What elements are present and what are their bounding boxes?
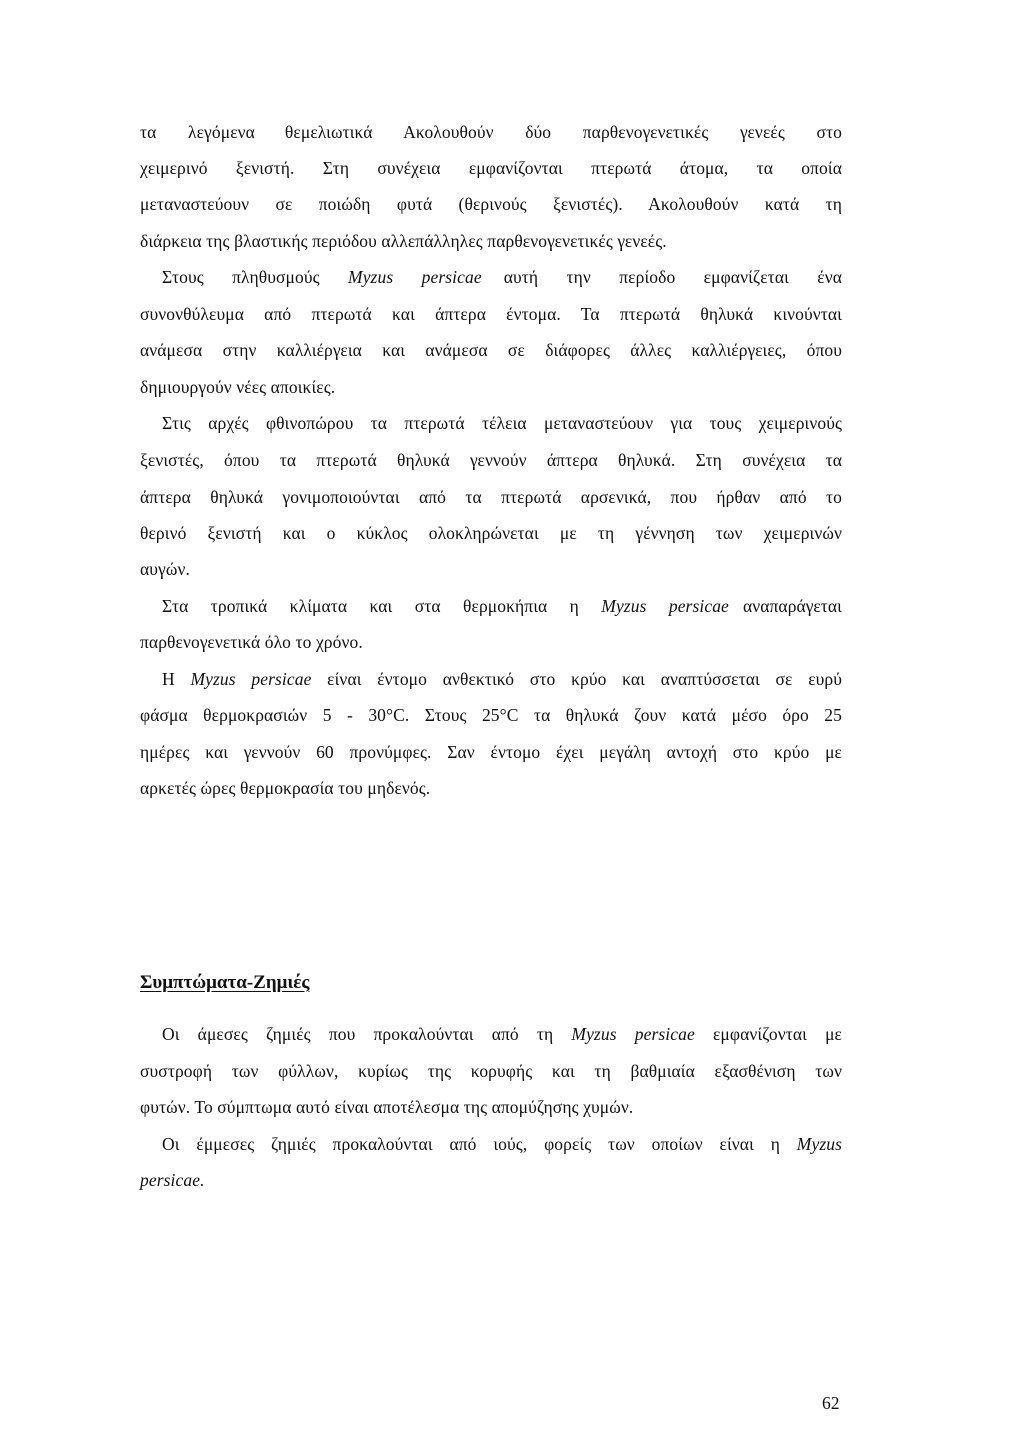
body-line: δημιουργούν νέες αποικίες.: [140, 377, 336, 397]
page-number: 62: [822, 1393, 840, 1413]
body-line: φυτών. Το σύμπτωμα αυτό είναι αποτέλεσμα της απομύζησης χυμών.: [140, 1097, 634, 1117]
body-line: συνονθύλευμα από πτερωτά και άπτερα έντομα. Τα πτερωτά θηλυκά κινούνται: [140, 304, 842, 324]
species-name: persicae.: [140, 1170, 205, 1190]
body-line: αρκετές ώρες θερμοκρασία του μηδενός.: [140, 778, 431, 798]
species-name: Myzus persicae: [601, 596, 729, 616]
body-line: άπτερα θηλυκά γονιμοποιούνται από τα πτερωτά αρσενικά, που ήρθαν από το: [140, 487, 842, 507]
body-line: συστροφή των φύλλων, κυρίως της κορυφής και τη βαθμιαία εξασθένιση των: [140, 1061, 842, 1081]
body-line: τα λεγόμενα θεμελιωτικά Ακολουθούν δύο παρθενογενετικές γενεές στο: [140, 122, 842, 142]
body-line: Οι έμμεσες ζημιές προκαλούνται από ιούς, φορείς των οποίων είναι η Myzus: [162, 1134, 842, 1154]
body-line: ημέρες και γεννούν 60 προνύμφες. Σαν έντομο έχει μεγάλη αντοχή στο κρύο με: [140, 742, 842, 762]
body-line: διάρκεια της βλαστικής περιόδου αλλεπάλληλες παρθενογενετικές γενεές.: [140, 231, 667, 251]
body-line: Στους πληθυσμούς Myzus persicae αυτή την περίοδο εμφανίζεται ένα: [162, 267, 842, 287]
body-line: θερινό ξενιστή και ο κύκλος ολοκληρώνεται με τη γέννηση των χειμερινών: [140, 523, 842, 543]
body-line: χειμερινό ξενιστή. Στη συνέχεια εμφανίζονται πτερωτά άτομα, τα οποία: [140, 158, 842, 178]
species-name: Myzus: [796, 1134, 842, 1154]
body-line: Στις αρχές φθινοπώρου τα πτερωτά τέλεια μεταναστεύουν για τους χειμερινούς: [162, 413, 842, 433]
species-name: Myzus persicae: [190, 669, 312, 689]
body-line: [140, 1170, 842, 1190]
body-line: φάσμα θερμοκρασιών 5 - 30°C. Στους 25°C τα θηλυκά ζουν κατά μέσο όρο 25: [140, 705, 842, 725]
species-name: Myzus persicae: [348, 267, 482, 287]
body-line: αυγών.: [140, 559, 190, 579]
body-line: Στα τροπικά κλίματα και στα θερμοκήπια η Myzus persicae αναπαράγεται: [162, 596, 842, 616]
body-line: Η Myzus persicae είναι έντομο ανθεκτικό στο κρύο και αναπτύσσεται σε ευρύ: [162, 669, 843, 689]
section-heading: Συμπτώματα-Ζημιές: [140, 972, 310, 993]
species-name: Myzus persicae: [571, 1024, 695, 1044]
body-line: Οι άμεσες ζημιές που προκαλούνται από τη Myzus persicae εμφανίζονται με: [162, 1024, 843, 1044]
body-line: ξενιστές, όπου τα πτερωτά θηλυκά γεννούν άπτερα θηλυκά. Στη συνέχεια τα: [140, 450, 842, 470]
body-line: παρθενογενετικά όλο το χρόνο.: [140, 632, 363, 652]
body-line: μεταναστεύουν σε ποιώδη φυτά (θερινούς ξενιστές). Ακολουθούν κατά τη: [140, 194, 842, 214]
body-line: ανάμεσα στην καλλιέργεια και ανάμεσα σε διάφορες άλλες καλλιέργειες, όπου: [140, 340, 842, 360]
